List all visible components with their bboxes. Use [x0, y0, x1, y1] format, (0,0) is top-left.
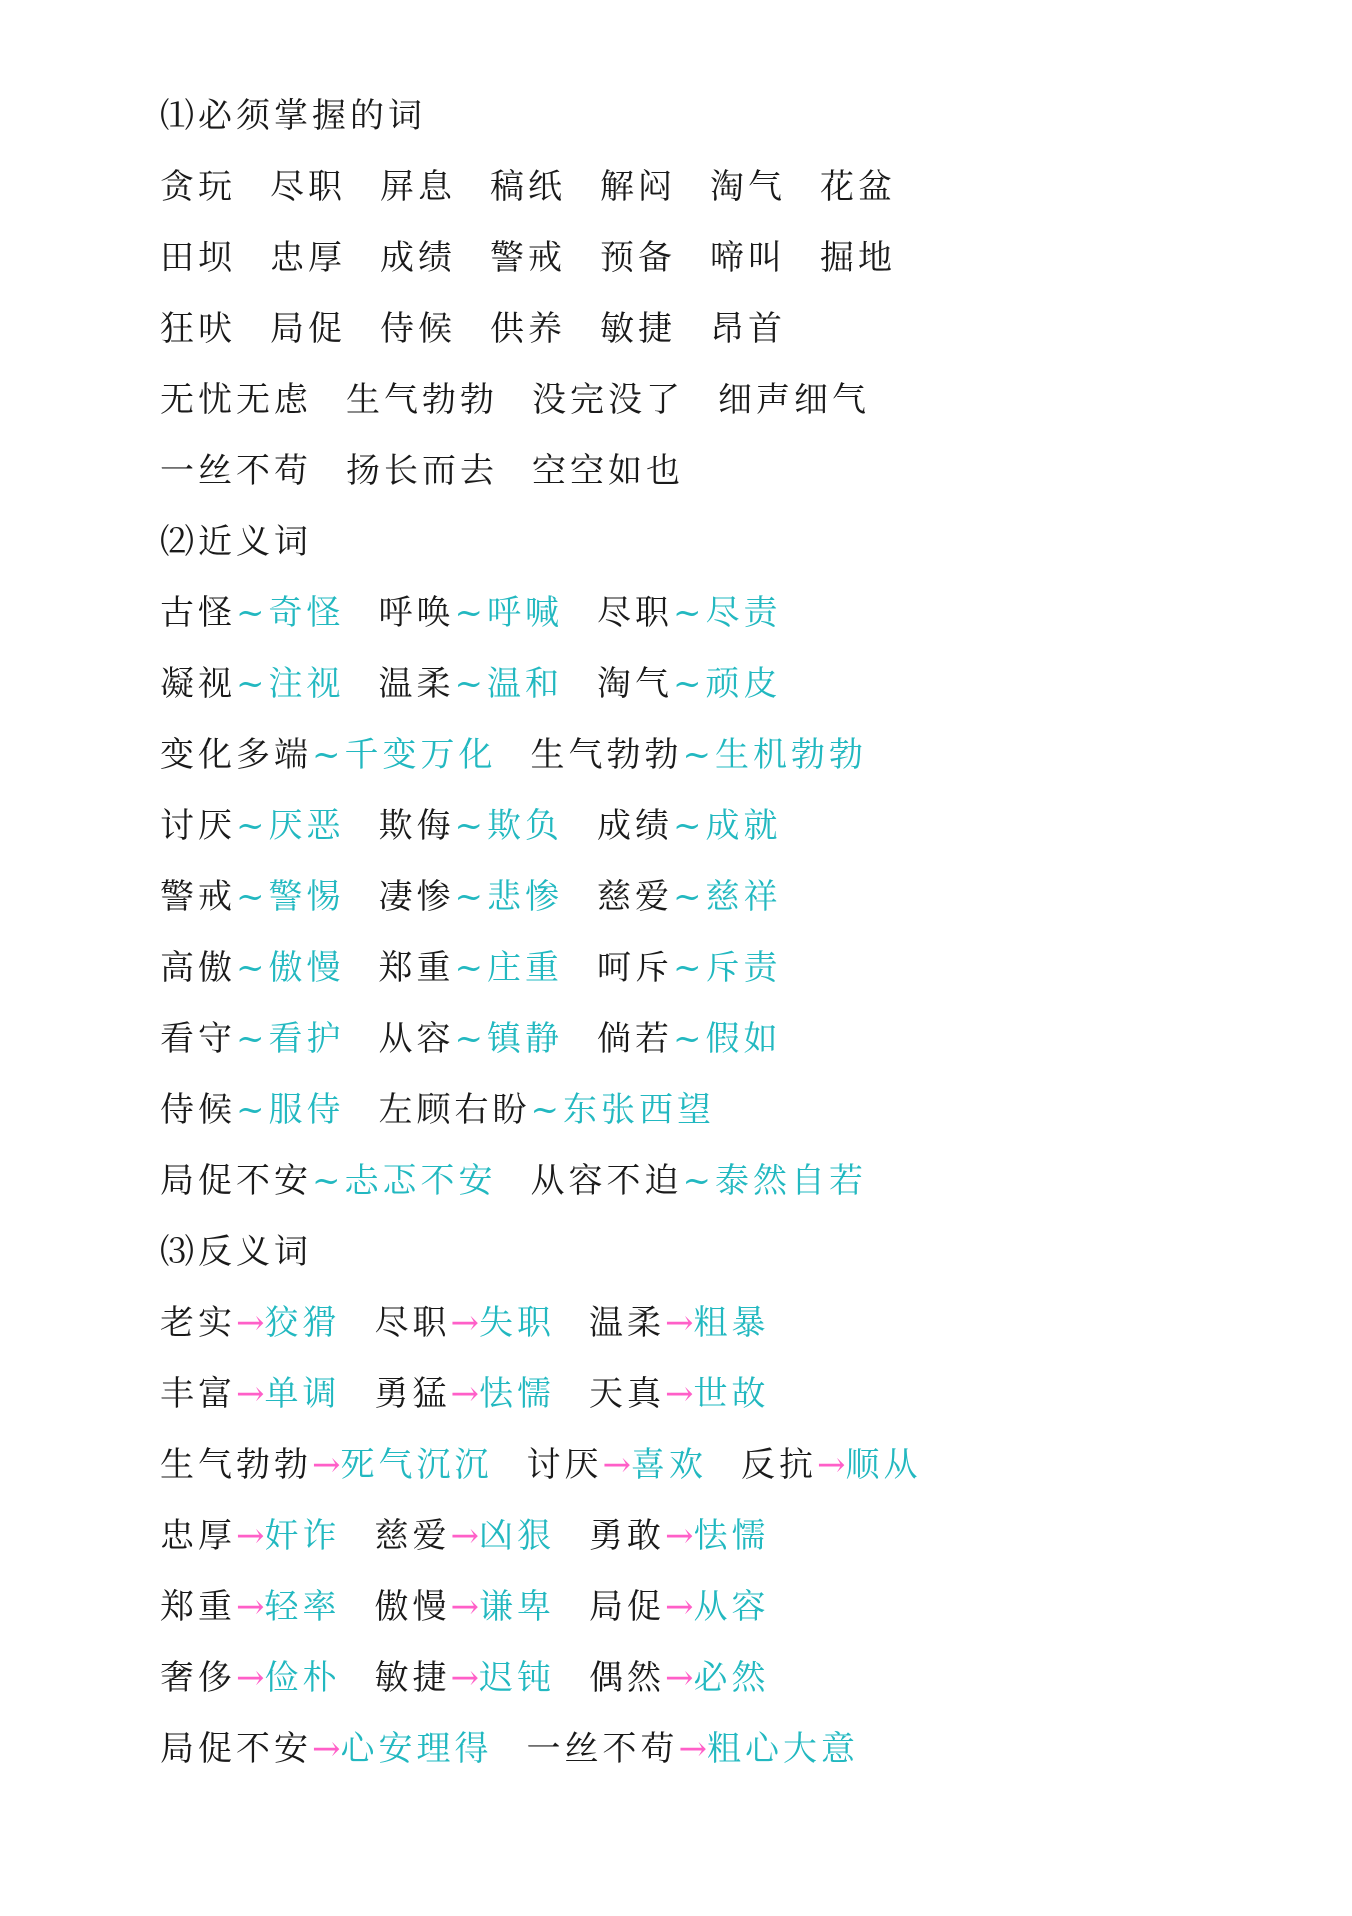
- word: 傲慢: [374, 1587, 451, 1627]
- word-pair: [160, 1153, 497, 1209]
- word-pair: [375, 1579, 556, 1635]
- answer-word: 镇静: [487, 1019, 563, 1059]
- word: 郑重: [378, 948, 455, 988]
- word-pair: [379, 869, 564, 925]
- word: 警戒: [160, 877, 236, 917]
- arrow-icon: →: [450, 1303, 479, 1343]
- tilde-separator: ~: [673, 593, 706, 633]
- word-row: [160, 443, 1292, 514]
- word: 从容: [378, 1019, 455, 1059]
- pair-row: [160, 1650, 1292, 1721]
- pair-row: [160, 1295, 1292, 1366]
- word-pair: [160, 1579, 341, 1635]
- word: 预备: [600, 238, 676, 278]
- answer-word: 粗心大意: [707, 1729, 859, 1769]
- word-pair: [597, 869, 782, 925]
- tilde-separator: ~: [454, 806, 487, 846]
- word: 成绩: [597, 806, 673, 846]
- section-heading: ⑶反义词: [160, 1232, 312, 1272]
- word: 扬长而去: [346, 451, 498, 491]
- tilde-separator: ~: [682, 1161, 715, 1201]
- tilde-separator: ~: [454, 593, 487, 633]
- answer-word: 傲慢: [268, 948, 345, 988]
- word: 贪玩: [160, 167, 236, 207]
- word: 空空如也: [532, 451, 684, 491]
- word: 丰富: [160, 1374, 236, 1414]
- word: 供养: [490, 309, 566, 349]
- answer-word: 心安理得: [340, 1729, 493, 1769]
- word-pair: [160, 1011, 345, 1067]
- word: 尽职: [597, 593, 673, 633]
- word-pair: [597, 940, 782, 996]
- answer-word: 从容: [693, 1587, 770, 1627]
- word: 侍候: [380, 309, 456, 349]
- arrow-icon: →: [312, 1729, 341, 1769]
- word: 昂首: [710, 309, 786, 349]
- word-pair: [597, 656, 782, 712]
- tilde-separator: ~: [312, 1161, 345, 1201]
- word-pair: [589, 1295, 770, 1351]
- tilde-separator: ~: [312, 735, 345, 775]
- word-pair: [597, 798, 782, 854]
- word-pair: [375, 1650, 556, 1706]
- pair-row: [160, 1437, 1292, 1508]
- section-must-master: [160, 88, 1292, 514]
- word: 左顾右盼: [378, 1090, 531, 1130]
- word: 尽职: [270, 167, 346, 207]
- answer-word: 单调: [264, 1374, 341, 1414]
- word-pair: [597, 1011, 782, 1067]
- word-pair: [531, 1153, 868, 1209]
- answer-word: 轻率: [264, 1587, 341, 1627]
- answer-word: 成就: [705, 806, 782, 846]
- answer-word: 奇怪: [268, 593, 345, 633]
- arrow-icon: →: [236, 1516, 265, 1556]
- section-synonyms: [160, 514, 1292, 1224]
- tilde-separator: ~: [673, 664, 706, 704]
- answer-word: 尽责: [705, 593, 782, 633]
- answer-word: 生机勃勃: [715, 735, 867, 775]
- word: 屏息: [380, 167, 456, 207]
- word: 生气勃勃: [160, 1445, 312, 1485]
- answer-word: 狡猾: [264, 1303, 341, 1343]
- word: 一丝不苟: [160, 451, 312, 491]
- answer-word: 迟钝: [479, 1658, 555, 1698]
- word-row: [160, 301, 1292, 372]
- word-pair: [160, 940, 345, 996]
- section-heading: ⑴必须掌握的词: [160, 96, 426, 136]
- word: 局促: [270, 309, 346, 349]
- answer-word: 呼喊: [487, 593, 563, 633]
- word-pair: [160, 1082, 345, 1138]
- word: 敏捷: [600, 309, 676, 349]
- word: 成绩: [380, 238, 456, 278]
- answer-word: 顺从: [845, 1445, 922, 1485]
- word: 讨厌: [160, 806, 236, 846]
- word-pair: [597, 585, 782, 641]
- answer-word: 看护: [268, 1019, 345, 1059]
- pair-row: [160, 1579, 1292, 1650]
- word-pair: [160, 1508, 341, 1564]
- word: 淘气: [710, 167, 786, 207]
- word-pair: [160, 869, 345, 925]
- word-pair: [379, 585, 564, 641]
- answer-word: 东张西望: [563, 1090, 715, 1130]
- tilde-separator: ~: [454, 877, 487, 917]
- word: 古怪: [160, 593, 236, 633]
- word-list-page: [160, 88, 1292, 1792]
- answer-word: 欺负: [487, 806, 563, 846]
- word: 无忧无虑: [160, 380, 312, 420]
- arrow-icon: →: [236, 1374, 265, 1414]
- word: 呵斥: [597, 948, 673, 988]
- word-pair: [379, 1082, 716, 1138]
- answer-word: 失职: [479, 1303, 555, 1343]
- word-pair: [741, 1437, 922, 1493]
- word: 温柔: [589, 1303, 665, 1343]
- arrow-icon: →: [665, 1587, 694, 1627]
- word-pair: [160, 1295, 341, 1351]
- word: 郑重: [160, 1587, 236, 1627]
- word: 老实: [160, 1303, 236, 1343]
- tilde-separator: ~: [236, 593, 269, 633]
- tilde-separator: ~: [673, 806, 706, 846]
- pair-row: [160, 1153, 1292, 1224]
- pair-row: [160, 1082, 1292, 1153]
- tilde-separator: ~: [454, 1019, 487, 1059]
- word: 生气勃勃: [530, 735, 683, 775]
- word-pair: [589, 1650, 770, 1706]
- word: 倘若: [597, 1019, 673, 1059]
- answer-word: 注视: [268, 664, 345, 704]
- word-pair: [531, 727, 868, 783]
- word: 掘地: [820, 238, 896, 278]
- pair-row: [160, 869, 1292, 940]
- word: 狂吠: [160, 309, 236, 349]
- word-pair: [375, 1366, 556, 1422]
- arrow-icon: →: [450, 1658, 479, 1698]
- tilde-separator: ~: [236, 1090, 269, 1130]
- tilde-separator: ~: [236, 948, 269, 988]
- word: 温柔: [378, 664, 455, 704]
- answer-word: 怯懦: [479, 1374, 555, 1414]
- answer-word: 死气沉沉: [340, 1445, 493, 1485]
- answer-word: 假如: [705, 1019, 782, 1059]
- word: 淘气: [597, 664, 673, 704]
- answer-word: 慈祥: [705, 877, 782, 917]
- tilde-separator: ~: [236, 1019, 269, 1059]
- arrow-icon: →: [817, 1445, 846, 1485]
- answer-word: 千变万化: [344, 735, 497, 775]
- answer-word: 庄重: [487, 948, 563, 988]
- word-pair: [379, 1011, 564, 1067]
- word-pair: [589, 1579, 770, 1635]
- answer-word: 顽皮: [705, 664, 782, 704]
- word: 讨厌: [526, 1445, 603, 1485]
- answer-word: 必然: [693, 1658, 770, 1698]
- arrow-icon: →: [450, 1374, 479, 1414]
- arrow-icon: →: [678, 1729, 707, 1769]
- arrow-icon: →: [665, 1516, 694, 1556]
- arrow-icon: →: [665, 1303, 694, 1343]
- word: 一丝不苟: [526, 1729, 679, 1769]
- pair-row: [160, 1721, 1292, 1792]
- answer-word: 奸诈: [264, 1516, 341, 1556]
- pair-row: [160, 940, 1292, 1011]
- pair-row: [160, 1011, 1292, 1082]
- word-row: [160, 372, 1292, 443]
- tilde-separator: ~: [673, 1019, 706, 1059]
- arrow-icon: →: [602, 1445, 631, 1485]
- word-pair: [379, 798, 564, 854]
- answer-word: 喜欢: [631, 1445, 707, 1485]
- answer-word: 世故: [693, 1374, 770, 1414]
- word-row: [160, 230, 1292, 301]
- word: 呼唤: [378, 593, 455, 633]
- word: 生气勃勃: [346, 380, 498, 420]
- pair-row: [160, 727, 1292, 798]
- word: 从容不迫: [530, 1161, 683, 1201]
- word: 反抗: [741, 1445, 817, 1485]
- word: 解闷: [600, 167, 676, 207]
- tilde-separator: ~: [673, 948, 706, 988]
- answer-word: 凶狠: [479, 1516, 555, 1556]
- answer-word: 温和: [487, 664, 563, 704]
- word: 没完没了: [532, 380, 684, 420]
- arrow-icon: →: [236, 1587, 265, 1627]
- word: 警戒: [490, 238, 566, 278]
- answer-word: 斥责: [705, 948, 782, 988]
- word: 勇猛: [374, 1374, 451, 1414]
- word-row: [160, 159, 1292, 230]
- word-pair: [375, 1295, 556, 1351]
- section-heading: ⑵近义词: [160, 522, 312, 562]
- word-pair: [160, 1650, 341, 1706]
- pair-row: [160, 585, 1292, 656]
- word: 勇敢: [589, 1516, 665, 1556]
- word-pair: [379, 656, 564, 712]
- word: 忠厚: [270, 238, 346, 278]
- tilde-separator: ~: [673, 877, 706, 917]
- pair-row: [160, 656, 1292, 727]
- word: 变化多端: [160, 735, 312, 775]
- answer-word: 粗暴: [693, 1303, 770, 1343]
- word-pair: [160, 798, 345, 854]
- word: 稿纸: [490, 167, 566, 207]
- answer-word: 泰然自若: [715, 1161, 867, 1201]
- tilde-separator: ~: [236, 806, 269, 846]
- word: 花盆: [820, 167, 896, 207]
- pair-row: [160, 1508, 1292, 1579]
- word-pair: [160, 1721, 493, 1777]
- word: 看守: [160, 1019, 236, 1059]
- word-pair: [527, 1721, 860, 1777]
- pair-row: [160, 1366, 1292, 1437]
- arrow-icon: →: [665, 1658, 694, 1698]
- answer-word: 谦卑: [479, 1587, 555, 1627]
- arrow-icon: →: [236, 1303, 265, 1343]
- word: 局促: [589, 1587, 665, 1627]
- word: 敏捷: [374, 1658, 451, 1698]
- word-pair: [160, 1366, 341, 1422]
- word-pair: [160, 656, 345, 712]
- word: 偶然: [589, 1658, 665, 1698]
- arrow-icon: →: [450, 1516, 479, 1556]
- word: 奢侈: [160, 1658, 236, 1698]
- word: 欺侮: [378, 806, 455, 846]
- section-antonyms: [160, 1224, 1292, 1792]
- word: 忠厚: [160, 1516, 236, 1556]
- answer-word: 悲惨: [487, 877, 563, 917]
- word: 局促不安: [160, 1161, 312, 1201]
- tilde-separator: ~: [236, 664, 269, 704]
- answer-word: 忐忑不安: [344, 1161, 497, 1201]
- arrow-icon: →: [665, 1374, 694, 1414]
- tilde-separator: ~: [454, 664, 487, 704]
- word: 凄惨: [378, 877, 455, 917]
- tilde-separator: ~: [454, 948, 487, 988]
- pair-row: [160, 798, 1292, 869]
- word-pair: [589, 1366, 770, 1422]
- word: 天真: [589, 1374, 665, 1414]
- word: 啼叫: [710, 238, 786, 278]
- word: 慈爱: [597, 877, 673, 917]
- answer-word: 怯懦: [693, 1516, 770, 1556]
- word: 局促不安: [160, 1729, 312, 1769]
- word-pair: [589, 1508, 770, 1564]
- word-pair: [160, 727, 497, 783]
- word-pair: [375, 1508, 556, 1564]
- arrow-icon: →: [450, 1587, 479, 1627]
- answer-word: 警惕: [268, 877, 345, 917]
- word-pair: [160, 1437, 493, 1493]
- arrow-icon: →: [236, 1658, 265, 1698]
- word: 侍候: [160, 1090, 236, 1130]
- word-pair: [160, 585, 345, 641]
- arrow-icon: →: [312, 1445, 341, 1485]
- word: 凝视: [160, 664, 236, 704]
- word: 细声细气: [718, 380, 870, 420]
- word-pair: [379, 940, 564, 996]
- word-pair: [527, 1437, 708, 1493]
- tilde-separator: ~: [530, 1090, 563, 1130]
- word: 慈爱: [374, 1516, 451, 1556]
- word: 尽职: [374, 1303, 451, 1343]
- answer-word: 厌恶: [268, 806, 345, 846]
- word: 田坝: [160, 238, 236, 278]
- answer-word: 服侍: [268, 1090, 345, 1130]
- tilde-separator: ~: [682, 735, 715, 775]
- tilde-separator: ~: [236, 877, 269, 917]
- answer-word: 俭朴: [264, 1658, 341, 1698]
- word: 高傲: [160, 948, 236, 988]
